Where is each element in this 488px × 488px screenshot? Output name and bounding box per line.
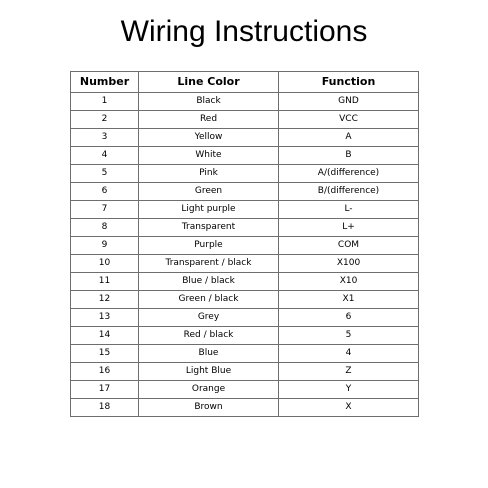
cell-line-color: Green / black — [139, 291, 279, 309]
cell-line-color: Light Blue — [139, 363, 279, 381]
table-row — [71, 363, 419, 381]
cell-number: 16 — [71, 363, 139, 381]
header-function: Function — [279, 72, 419, 93]
cell-number: 12 — [71, 291, 139, 309]
cell-function: COM — [279, 237, 419, 255]
cell-line-color: Transparent / black — [139, 255, 279, 273]
cell-number: 3 — [71, 129, 139, 147]
cell-function: L- — [279, 201, 419, 219]
table-row — [71, 327, 419, 345]
cell-function: L+ — [279, 219, 419, 237]
cell-number: 2 — [71, 111, 139, 129]
cell-function: X10 — [279, 273, 419, 291]
cell-line-color: Grey — [139, 309, 279, 327]
header-line-color: Line Color — [139, 72, 279, 93]
cell-number: 6 — [71, 183, 139, 201]
cell-line-color: Transparent — [139, 219, 279, 237]
cell-function: X — [279, 399, 419, 417]
cell-function: Z — [279, 363, 419, 381]
cell-number: 1 — [71, 93, 139, 111]
cell-function: X100 — [279, 255, 419, 273]
cell-line-color: Brown — [139, 399, 279, 417]
cell-number: 17 — [71, 381, 139, 399]
cell-line-color: Red — [139, 111, 279, 129]
wiring-table — [70, 71, 419, 417]
cell-line-color: Black — [139, 93, 279, 111]
cell-function: 5 — [279, 327, 419, 345]
cell-function: VCC — [279, 111, 419, 129]
header-number: Number — [71, 72, 139, 93]
cell-function: B/(difference) — [279, 183, 419, 201]
cell-number: 9 — [71, 237, 139, 255]
page-title: Wiring Instructions — [120, 15, 368, 48]
cell-number: 5 — [71, 165, 139, 183]
table-row — [71, 345, 419, 363]
table-row — [71, 399, 419, 417]
cell-function: X1 — [279, 291, 419, 309]
cell-number: 11 — [71, 273, 139, 291]
cell-line-color: Blue — [139, 345, 279, 363]
table-body — [71, 93, 419, 417]
cell-number: 10 — [71, 255, 139, 273]
cell-number: 7 — [71, 201, 139, 219]
cell-number: 15 — [71, 345, 139, 363]
cell-function: Y — [279, 381, 419, 399]
cell-line-color: Yellow — [139, 129, 279, 147]
cell-line-color: Green — [139, 183, 279, 201]
cell-line-color: Orange — [139, 381, 279, 399]
table-row — [71, 255, 419, 273]
cell-line-color: Purple — [139, 237, 279, 255]
cell-function: 4 — [279, 345, 419, 363]
cell-function: GND — [279, 93, 419, 111]
cell-line-color: Blue / black — [139, 273, 279, 291]
cell-function: A — [279, 129, 419, 147]
table-row — [71, 381, 419, 399]
cell-function: 6 — [279, 309, 419, 327]
cell-number: 18 — [71, 399, 139, 417]
cell-line-color: Pink — [139, 165, 279, 183]
cell-number: 4 — [71, 147, 139, 165]
table-row — [71, 165, 419, 183]
table-header-row — [71, 72, 419, 93]
cell-number: 13 — [71, 309, 139, 327]
cell-number: 8 — [71, 219, 139, 237]
cell-line-color: Red / black — [139, 327, 279, 345]
table-row — [71, 93, 419, 111]
table-row — [71, 129, 419, 147]
cell-function: B — [279, 147, 419, 165]
cell-number: 14 — [71, 327, 139, 345]
table-row — [71, 291, 419, 309]
table-row — [71, 219, 419, 237]
cell-function: A/(difference) — [279, 165, 419, 183]
cell-line-color: White — [139, 147, 279, 165]
table-row — [71, 183, 419, 201]
table-row — [71, 147, 419, 165]
table-row — [71, 201, 419, 219]
table-row — [71, 237, 419, 255]
table-row — [71, 273, 419, 291]
cell-line-color: Light purple — [139, 201, 279, 219]
table-row — [71, 309, 419, 327]
table-row — [71, 111, 419, 129]
